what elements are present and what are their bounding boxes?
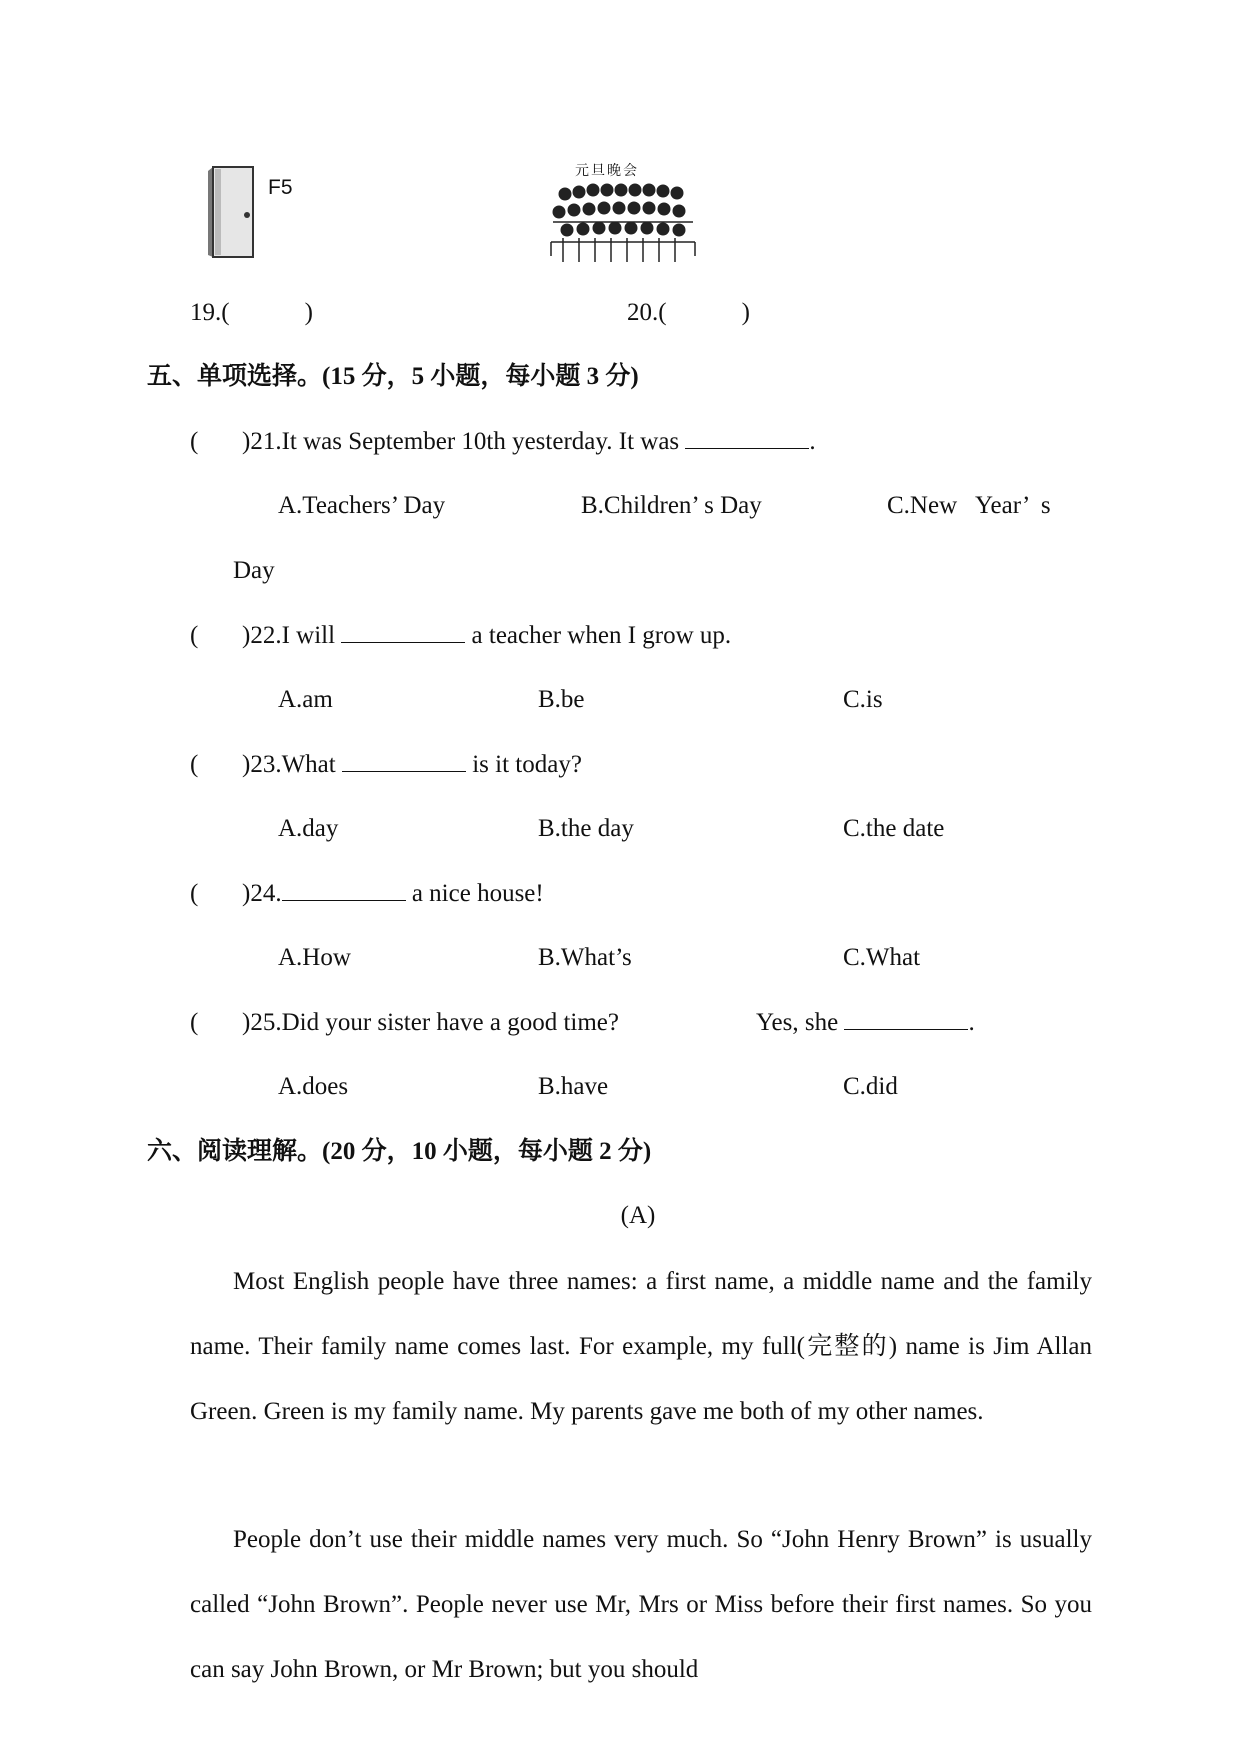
choir-icon — [543, 160, 703, 270]
q24-stem-before: 24. — [250, 880, 282, 907]
q23-open-paren: ( — [190, 751, 199, 778]
answer-slot-20[interactable]: 20.( ) — [627, 299, 750, 326]
q22-stem-after: a teacher when I grow up. — [465, 622, 732, 649]
q22-stem-before: 22.I will — [250, 622, 342, 649]
q21-stem-before: 21.It was September 10th yesterday. It was — [250, 428, 686, 455]
section6-heading: 六、阅读理解。(20 分，10 小题，每小题 2 分) — [147, 1138, 652, 1165]
passage-paragraph-1: Most English people have three names: a first name, a middle name and the family name. Their family name comes last. For example, my full(完整的) name is Jim Allan Green. Green is my family name. My parents gave me both of my other names. — [190, 1268, 1092, 1425]
q23-option-c[interactable]: C.the date — [843, 815, 945, 842]
q23-stem-before: 23.What — [250, 751, 342, 778]
q22-blank[interactable] — [341, 620, 465, 643]
party-banner: 元旦晚会 — [575, 163, 639, 179]
door-label: F5 — [268, 176, 293, 199]
q21-stem — [242, 426, 816, 458]
q25-stem-before: 25.Did your sister have a good time? — [250, 1009, 619, 1036]
q23-option-a[interactable]: A.day — [278, 815, 339, 842]
q24-stem — [242, 878, 544, 910]
q22-close-paren: ) — [242, 622, 251, 649]
q23-option-b[interactable]: B.the day — [538, 815, 634, 842]
section5-heading: 五、单项选择。(15 分，5 小题，每小题 3 分) — [147, 363, 639, 390]
q25-answer-part — [756, 1007, 975, 1039]
q22-option-a[interactable]: A.am — [278, 686, 333, 713]
q21-open-paren: ( — [190, 428, 199, 455]
q25-close-paren: ) — [242, 1009, 251, 1036]
q21-option-wrap: Day — [233, 557, 275, 584]
q23-close-paren: ) — [242, 751, 251, 778]
q25-option-a[interactable]: A.does — [278, 1073, 349, 1100]
q23-blank[interactable] — [342, 749, 466, 772]
q25-stem-after: . — [968, 1009, 975, 1036]
q25-stem — [242, 1007, 619, 1039]
q24-option-c[interactable]: C.What — [843, 944, 921, 971]
answer-slot-19[interactable]: 19.( ) — [190, 299, 313, 326]
q21-option-c[interactable]: C.New Year’ s — [887, 492, 1051, 519]
q24-close-paren: ) — [242, 880, 251, 907]
q24-blank[interactable] — [282, 878, 406, 901]
q22-stem — [242, 620, 731, 652]
door-icon — [205, 165, 265, 261]
q25-stem-mid: Yes, she — [756, 1009, 845, 1036]
q22-option-b[interactable]: B.be — [538, 686, 585, 713]
q24-stem-after: a nice house! — [405, 880, 544, 907]
q22-open-paren: ( — [190, 622, 199, 649]
q21-option-b[interactable]: B.Children’ s Day — [581, 492, 762, 519]
door-picture — [205, 165, 265, 261]
passage-paragraph-2: People don’t use their middle names very much. So “John Henry Brown” is usually called “John Brown”. People never use Mr, Mrs or Miss before their first names. So you can say John Brown, or Mr Brown; but you should — [190, 1526, 1092, 1683]
party-picture — [543, 160, 703, 270]
q21-blank[interactable] — [685, 426, 809, 449]
q24-option-a[interactable]: A.How — [278, 944, 351, 971]
q24-open-paren: ( — [190, 880, 199, 907]
q21-stem-after: . — [809, 428, 816, 455]
q25-blank[interactable] — [844, 1007, 968, 1030]
q25-option-b[interactable]: B.have — [538, 1073, 609, 1100]
q23-stem-after: is it today? — [465, 751, 582, 778]
q21-close-paren: ) — [242, 428, 251, 455]
q25-open-paren: ( — [190, 1009, 199, 1036]
q21-option-a[interactable]: A.Teachers’ Day — [278, 492, 446, 519]
passage-label: (A) — [620, 1202, 656, 1229]
q24-option-b[interactable]: B.What’s — [538, 944, 632, 971]
q22-option-c[interactable]: C.is — [843, 686, 883, 713]
q23-stem — [242, 749, 582, 781]
q25-option-c[interactable]: C.did — [843, 1073, 898, 1100]
